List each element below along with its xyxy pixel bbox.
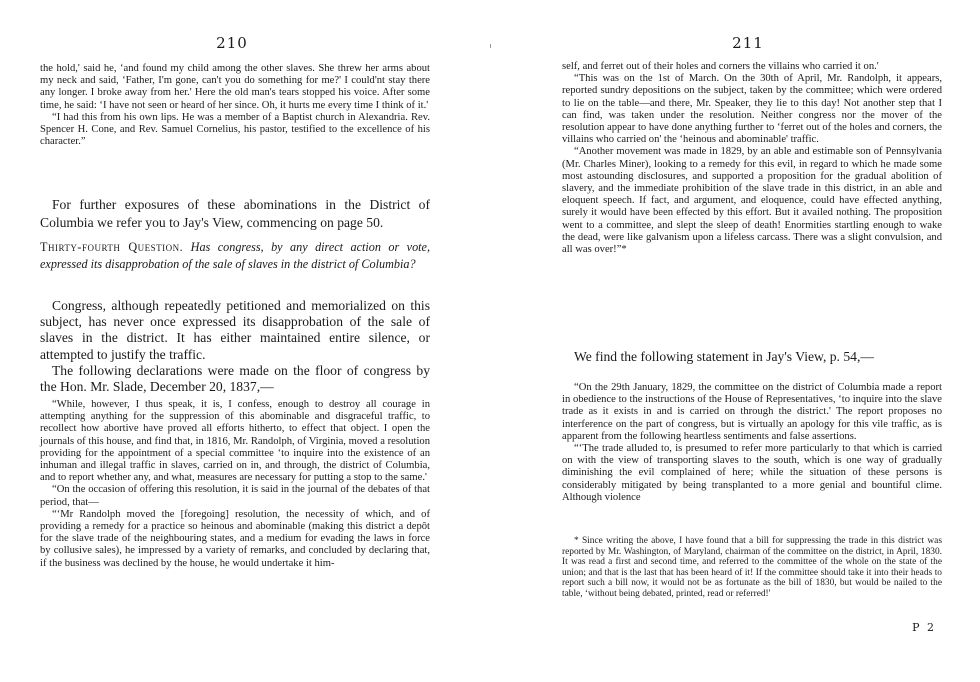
paragraph: Congress, although repeatedly petitioned and memorialized on this subject, has never once expressed its disapprobation of the sale of slaves in the district. It has either maintained entire silence, or attempted to justify the traffic.	[40, 298, 430, 362]
right-text-block-3	[562, 382, 942, 504]
signature-mark: P 2	[912, 621, 936, 634]
paragraph: “‘Mr Randolph moved the [foregoing] resolution, the necessity of which, and of providing a remedy for a practice so heinous and abominable (making this district a depôt for the slave trade of the neighbouring states, and a medium for evading the laws in force by collusive sales), he impressed by a variety of remarks, and concluded by declaring that, if the business was declined by the house, he would undertake it him-	[40, 508, 430, 569]
page-number-right: 211	[732, 34, 764, 52]
footnote	[562, 536, 942, 600]
left-text-block-2	[40, 196, 430, 231]
left-page	[0, 0, 480, 682]
question-label: Thirty-fourth Question.	[40, 240, 184, 254]
footnote-text: * Since writing the above, I have found that a bill for suppressing the trade in this district was reported by Mr. Washington, of Maryland, chairman of the committee on the district, in April, 1830. It was read a first and second time, and referred to the committee of the whole on the state of the union; and that is the last that has been heard of it! If the committee should take it into their heads to report such a bill now, it would not be as fortunate as the bill of 1830, but would be nailed to the table, ‘without being debated, printed, read or referred!'	[562, 536, 942, 599]
question-heading	[40, 239, 430, 273]
paragraph: self, and ferret out of their holes and corners the villains who carried it on.'	[562, 61, 879, 72]
paragraph: the hold,' said he, ‘and found my child among the other slaves. She threw her arms about my neck and said, ‘Father, I'm gone, can't you do something for me?' I could'nt stay there any longer. I broke away from her.' Here the old man's tears stopped his voice. After some time, he said: ‘I have not seen or heard of her since. Oh, it hurts me every time I think of it.'	[40, 63, 430, 111]
page-number-left: 210	[216, 34, 248, 52]
paragraph: “While, however, I thus speak, it is, I confess, enough to destroy all courage in attempting anything for the suppression of this abominable and disgraceful traffic, to recollect how abortive have proved all efforts hitherto, to effect that object. I open the journals of this house, and find that, in 1816, Mr. Randolph, of Virginia, moved a resolution providing for the appointment of a special committee ‘to inquire into the existence of an inhuman and illegal traffic in slaves, carried on in, and through, the district of Columbia, and to report whether any, and what, measures are necessary for putting a stop to the same.'	[40, 399, 430, 484]
paragraph: “On the 29th January, 1829, the committee on the district of Columbia made a report in obedience to the instructions of the House of Representatives, ‘to inquire into the slave trade as it exists in and is carried on through the district.' The report proposes no interference on the part of congress, but is virtually an apology for this vile traffic, as is apparent from the following heartless sentiments and false assertions.	[562, 382, 942, 442]
paragraph: “I had this from his own lips. He was a member of a Baptist church in Alexandria. Rev. Spencer H. Cone, and Rev. Samuel Cornelius, his pastor, testified to the excellence of his character.”	[40, 111, 430, 148]
left-text-block-4	[40, 399, 430, 570]
paragraph: “On the occasion of offering this resolution, it is said in the journal of the debates of that period, that—	[40, 484, 430, 508]
right-page	[500, 0, 980, 682]
paragraph: “Another movement was made in 1829, by an able and estimable son of Pennsylvania (Mr. Charles Miner), looking to a remedy for this evil, in regard to which he made some most astounding disclosures, and supported a proposition for the gradual abolition of slavery, and the immediate prohibition of the slave trade in this district, in an able and eloquent speech. If fact, and argument, and eloquence, could have effected anything, surely it would have been effected by this effort. But it availed nothing. The proposition went to a committee, and slept the sleep of death! Enormities startling enough to wake the dead, were like galvanism upon a lifeless carcass. There was a slight convulsion, and all was over!”*	[562, 146, 942, 256]
paragraph: “This was on the 1st of March. On the 30th of April, Mr. Randolph, it appears, reported sundry depositions on the subject, taken by the committee; which were ordered to lie on the table—and there, Mr. Speaker, they lie to this day! Not another step that I can find, was taken under the resolution. Neither congress nor the mover of the resolution appear to have done anything further to ‘ferret out of the holes and corners, the villains who carried on' the ‘heinous and abominable' traffic.	[562, 73, 942, 146]
paragraph: For further exposures of these abominations in the District of Columbia we refer you to Jay's View, commencing on page 50.	[40, 197, 430, 230]
left-text-block-1	[40, 63, 430, 148]
paragraph: We find the following statement in Jay's View, p. 54,—	[574, 349, 874, 364]
question-text: Has congress, by any direct action or vote, expressed its disapprobation of the sale of slaves in the district of Columbia?	[40, 240, 430, 271]
gutter-mark	[490, 44, 491, 48]
paragraph: The following declarations were made on the floor of congress by the Hon. Mr. Slade, December 20, 1837,—	[40, 362, 430, 395]
right-text-block-1	[562, 61, 942, 256]
left-text-block-3	[40, 298, 430, 395]
right-text-block-2	[562, 348, 942, 366]
paragraph: “‘The trade alluded to, is presumed to refer more particularly to that which is carried on with the view of transporting slaves to the south, which is one way of gradually diminishing the evil complained of here; while the situation of these persons is considerably mitigated by being transplanted to a more genial and bountiful clime. Although violence	[562, 443, 942, 503]
